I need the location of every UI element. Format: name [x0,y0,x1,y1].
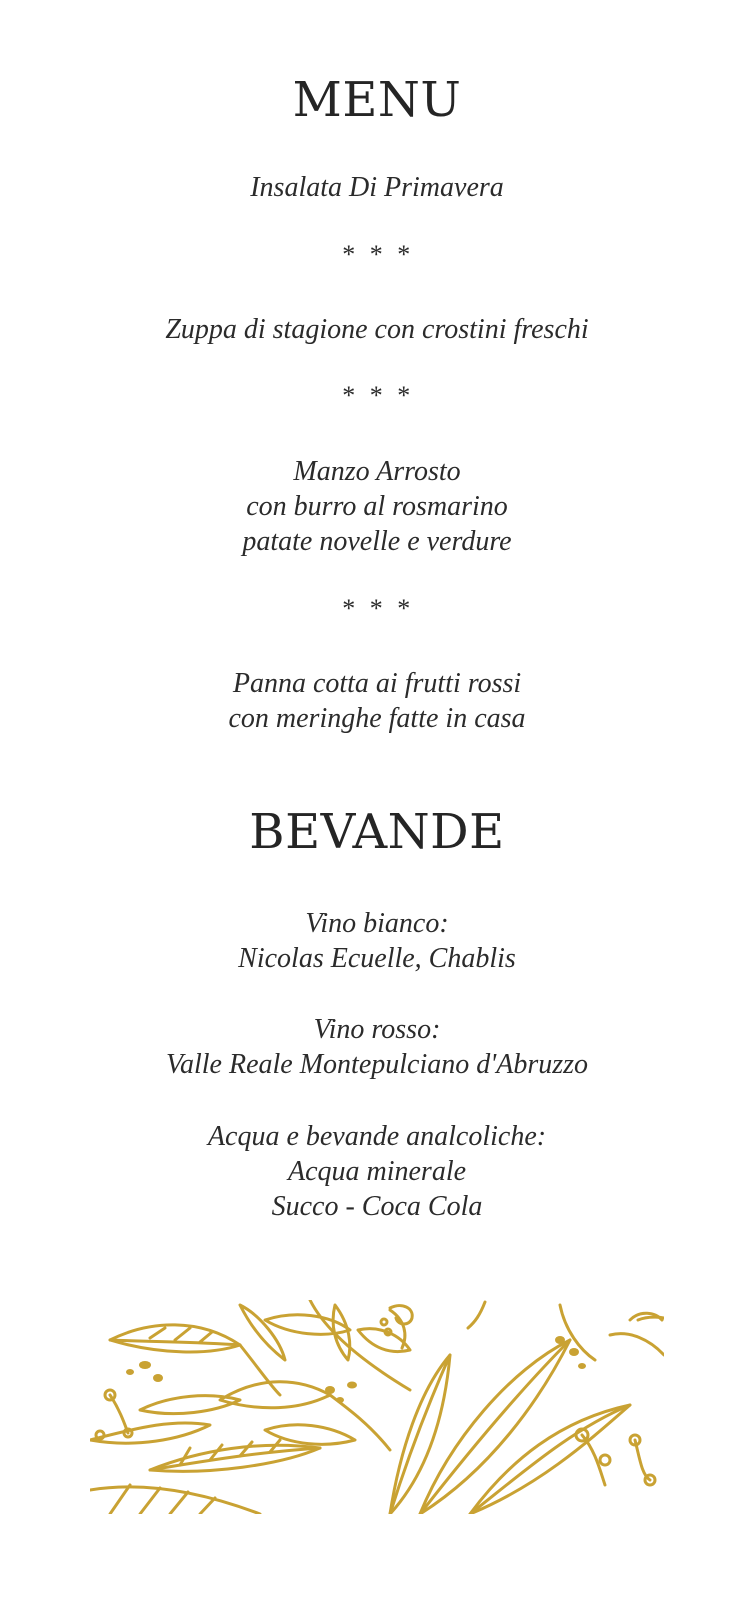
drink-line: Succo - Coca Cola [271,1191,483,1222]
course-line: Panna cotta ai frutti rossi [232,668,522,699]
bevande-title: BEVANDE [249,804,505,860]
drink-line: Vino rosso: [313,1014,441,1045]
drink-line: Acqua minerale [287,1156,467,1187]
drink-white-wine [0,906,754,976]
course-starter [0,170,754,205]
drink-line: Vino bianco: [305,908,449,939]
course-separator: * * * [341,594,413,623]
course-line: con burro al rosmarino [246,491,508,522]
menu-title: MENU [292,72,462,128]
course-line: patate novelle e verdure [242,526,512,557]
course-main [0,454,754,559]
drink-line: Nicolas Ecuelle, Chablis [238,943,516,974]
course-line: con meringhe fatte in casa [228,703,526,734]
course-separator: * * * [341,381,413,410]
drink-line: Valle Reale Montepulciano d'Abruzzo [165,1049,589,1080]
course-line: Manzo Arrosto [293,456,461,487]
course-separator: * * * [341,240,413,269]
drink-soft-drinks [0,1119,754,1224]
course-line: Zuppa di stagione con crostini freschi [165,314,589,345]
gold-leaf-decoration [90,1300,664,1514]
course-soup [0,312,754,347]
course-line: Insalata Di Primavera [250,172,504,203]
course-dessert [0,666,754,736]
drink-line: Acqua e bevande analcoliche: [207,1121,547,1152]
drink-red-wine [0,1012,754,1082]
